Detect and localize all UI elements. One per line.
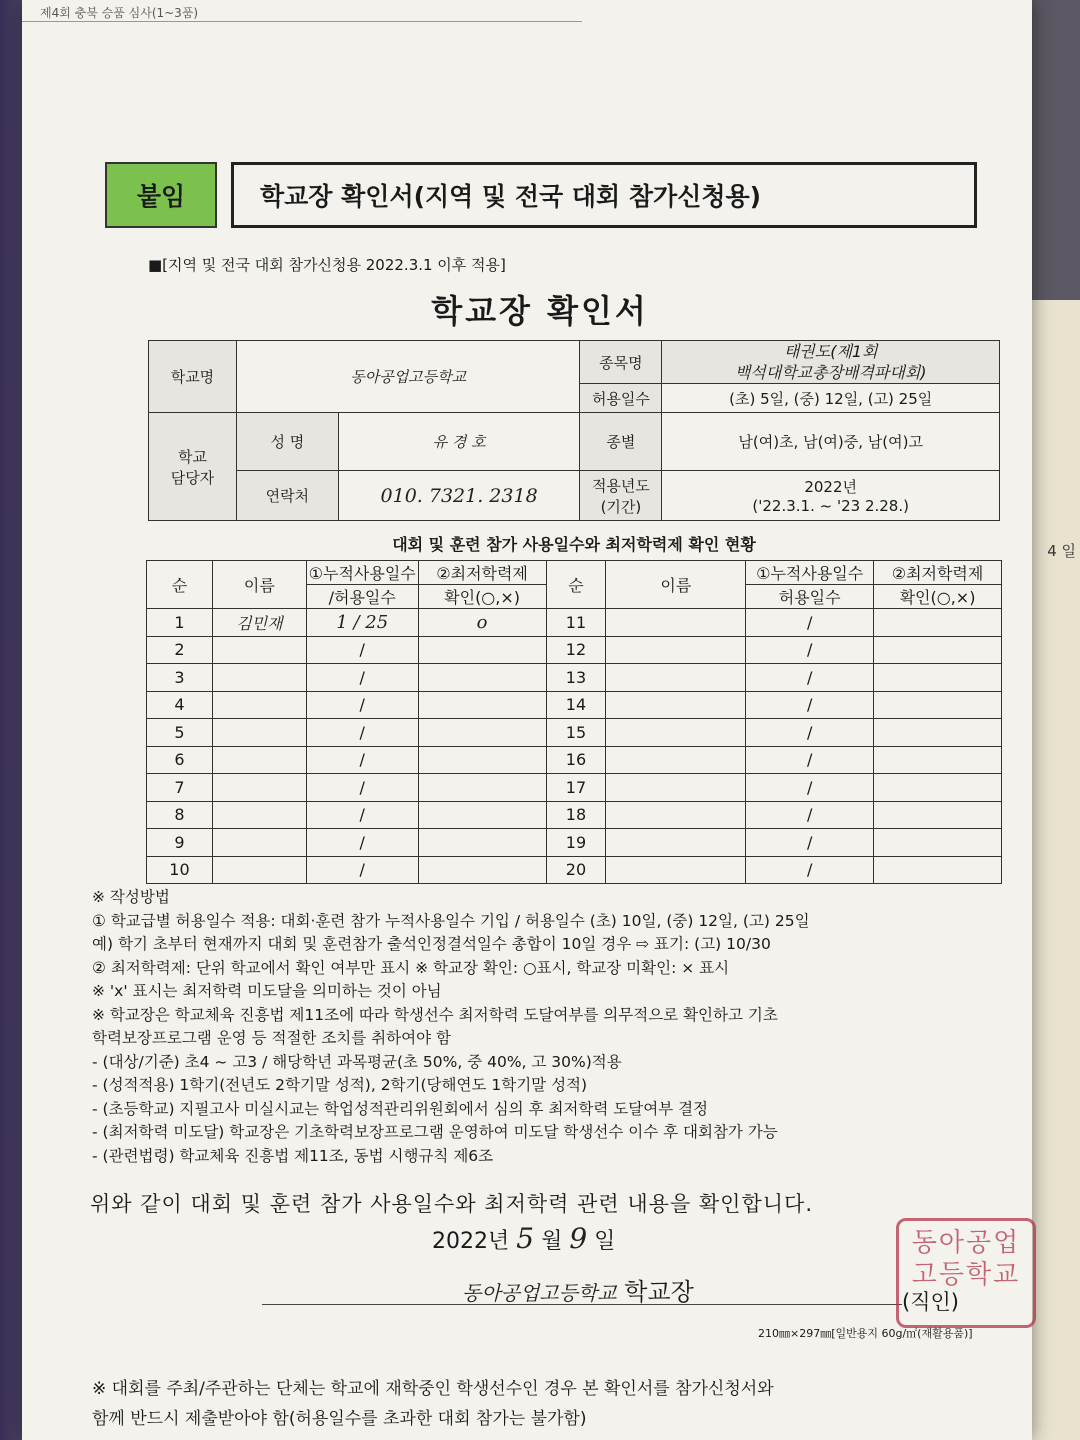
row-days: 1 / 25	[306, 609, 418, 637]
row-acad	[874, 664, 1002, 692]
date-line	[432, 1222, 615, 1255]
table-row	[147, 719, 1002, 747]
row-no: 17	[546, 774, 606, 802]
row-name	[606, 691, 746, 719]
row-acad	[418, 856, 546, 884]
row-days: /	[306, 856, 418, 884]
date-month: 5	[516, 1222, 535, 1255]
row-acad	[874, 801, 1002, 829]
row-acad	[418, 664, 546, 692]
table-header-row-1	[147, 561, 1002, 585]
row-name	[606, 746, 746, 774]
header-days-right-1: ①누적사용일수	[746, 561, 874, 585]
sport-value	[662, 341, 1000, 384]
row-acad	[874, 746, 1002, 774]
row-acad	[874, 829, 1002, 857]
type-label: 종별	[580, 413, 662, 471]
header-acad-left-2: 확인(○,×)	[418, 585, 546, 609]
row-acad	[418, 774, 546, 802]
manager-label	[149, 413, 237, 521]
name-label: 성 명	[236, 413, 338, 471]
header-name-left: 이름	[212, 561, 306, 609]
header-box	[105, 162, 977, 230]
header-acad-left-1: ②최저학력제	[418, 561, 546, 585]
section-title: 대회 및 훈련 참가 사용일수와 최저학력제 확인 현황	[392, 535, 756, 554]
sport-value-line1: 태권도(제1회	[783, 342, 878, 361]
row-no: 20	[546, 856, 606, 884]
row-name	[606, 829, 746, 857]
year-label-line1: 적용년도	[591, 476, 650, 495]
row-no: 19	[546, 829, 606, 857]
row-name	[606, 801, 746, 829]
signer-school: 동아공업고등학교	[462, 1281, 617, 1305]
year-value-line2: ('22.3.1. ~ '23 2.28.)	[752, 497, 909, 515]
note-line: 학력보장프로그램 운영 등 적절한 조치를 취하여야 함	[92, 1029, 451, 1047]
row-name	[212, 801, 306, 829]
row-no: 18	[546, 801, 606, 829]
row-no: 10	[147, 856, 213, 884]
row-no: 12	[546, 636, 606, 664]
header-acad-right-1: ②최저학력제	[874, 561, 1002, 585]
notes-section	[92, 886, 1022, 1168]
table-row	[147, 801, 1002, 829]
edge-note: 4 일	[1047, 542, 1076, 560]
row-acad	[418, 829, 546, 857]
note-line: - (초등학교) 지필고사 미실시교는 학업성적관리위원회에서 심의 후 최저학력 도달여부 결정	[92, 1099, 709, 1118]
row-acad	[418, 719, 546, 747]
row-name	[212, 691, 306, 719]
row-days: /	[746, 609, 874, 637]
row-acad	[874, 609, 1002, 637]
row-name	[606, 719, 746, 747]
signature-line	[262, 1304, 902, 1305]
header-days-left-1: ①누적사용일수	[306, 561, 418, 585]
row-no: 4	[147, 691, 213, 719]
row-acad	[874, 719, 1002, 747]
date-day-label: 일	[594, 1229, 616, 1254]
row-acad	[418, 801, 546, 829]
top-strip: 제4회 충북 승품 심사(1~3품)	[22, 0, 582, 22]
contact-value: 010. 7321. 2318	[338, 471, 580, 521]
row-days: /	[746, 746, 874, 774]
row-name	[606, 609, 746, 637]
allowed-days-label: 허용일수	[580, 384, 662, 413]
row-days: /	[746, 636, 874, 664]
footer-line: 함께 반드시 제출받아야 함(허용일수를 초과한 대회 참가는 불가함)	[92, 1409, 587, 1429]
row-days: /	[746, 719, 874, 747]
row-days: /	[746, 664, 874, 692]
row-acad	[874, 856, 1002, 884]
row-name	[212, 856, 306, 884]
row-acad: o	[418, 609, 546, 637]
row-acad	[874, 774, 1002, 802]
row-days: /	[306, 664, 418, 692]
row-no: 1	[147, 609, 213, 637]
row-name	[606, 636, 746, 664]
table-row	[147, 856, 1002, 884]
row-days: /	[306, 774, 418, 802]
row-days: /	[306, 801, 418, 829]
date-year: 2022년	[432, 1229, 510, 1254]
table-row	[147, 664, 1002, 692]
header-no-right: 순	[546, 561, 606, 609]
row-acad	[874, 691, 1002, 719]
header-acad-right-2: 확인(○,×)	[874, 585, 1002, 609]
note-line: ① 학교급별 허용일수 적용: 대회·훈련 참가 누적사용일수 기입 / 허용일수 (초) 10일, (중) 12일, (고) 25일	[92, 911, 810, 930]
note-line: - (최저학력 미도달) 학교장은 기초학력보장프로그램 운영하여 미도달 학생선수 이수 후 대회참가 가능	[92, 1123, 778, 1141]
row-no: 9	[147, 829, 213, 857]
header-days-left-2: /허용일수	[306, 585, 418, 609]
confirm-text: 위와 같이 대회 및 훈련 참가 사용일수와 최저학력 관련 내용을 확인합니다.	[90, 1192, 814, 1216]
footer-note	[92, 1374, 1012, 1434]
header-no-left: 순	[147, 561, 213, 609]
signer-title: 학교장	[624, 1278, 694, 1306]
row-days: /	[746, 801, 874, 829]
year-value	[662, 471, 1000, 521]
header-days-right-2: 허용일수	[746, 585, 874, 609]
year-value-line1: 2022년	[804, 478, 858, 496]
header-title: 학교장 확인서(지역 및 전국 대회 참가신청용)	[231, 162, 977, 228]
signer-line	[462, 1272, 694, 1307]
subtitle: ■[지역 및 전국 대회 참가신청용 2022.3.1 이후 적용]	[148, 256, 506, 274]
row-name: 김민재	[212, 609, 306, 637]
row-name	[606, 856, 746, 884]
manager-label-line2: 담당자	[170, 468, 215, 487]
row-no: 13	[546, 664, 606, 692]
row-acad	[418, 746, 546, 774]
row-days: /	[746, 856, 874, 884]
row-no: 6	[147, 746, 213, 774]
row-no: 14	[546, 691, 606, 719]
row-no: 3	[147, 664, 213, 692]
row-acad	[874, 636, 1002, 664]
row-no: 8	[147, 801, 213, 829]
seal-label: (직인)	[902, 1290, 959, 1314]
row-days: /	[746, 829, 874, 857]
allowed-days-value: (초) 5일, (중) 12일, (고) 25일	[662, 384, 1000, 413]
note-line: ※ 작성방법	[92, 888, 170, 906]
info-table	[148, 340, 1000, 521]
name-value: 유 경 호	[338, 413, 580, 471]
table-row	[147, 774, 1002, 802]
contact-label: 연락처	[236, 471, 338, 521]
sport-label: 종목명	[580, 341, 662, 384]
note-line: - (대상/기준) 초4 ~ 고3 / 해당학년 과목평균(초 50%, 중 40%, 고 30%)적용	[92, 1052, 622, 1071]
footer-line: ※ 대회를 주최/주관하는 단체는 학교에 재학중인 학생선수인 경우 본 확인서를 참가신청서와	[92, 1379, 774, 1399]
paper-spec: 210㎜×297㎜[일반용지 60g/㎡(재활용품)]	[758, 1327, 973, 1340]
school-value: 동아공업고등학교	[236, 341, 580, 413]
row-name	[606, 664, 746, 692]
row-days: /	[306, 636, 418, 664]
note-line: - (관련법령) 학교체육 진흥법 제11조, 동법 시행규칙 제6조	[92, 1146, 494, 1165]
attendance-table	[146, 560, 1002, 884]
row-no: 11	[546, 609, 606, 637]
row-name	[212, 636, 306, 664]
type-value: 남(여)초, 남(여)중, 남(여)고	[662, 413, 1000, 471]
row-name	[212, 829, 306, 857]
table-row	[147, 609, 1002, 637]
row-days: /	[306, 691, 418, 719]
note-line: - (성적적용) 1학기(전년도 2학기말 성적), 2학기(당해연도 1학기말 성적)	[92, 1076, 588, 1094]
header-name-right: 이름	[606, 561, 746, 609]
row-no: 16	[546, 746, 606, 774]
school-label: 학교명	[149, 341, 237, 413]
row-name	[212, 746, 306, 774]
note-line: ※ 'x' 표시는 최저학력 미도달을 의미하는 것이 아님	[92, 982, 442, 1000]
seal-text: 동아공업고등학교	[911, 1228, 1021, 1290]
row-name	[212, 664, 306, 692]
sport-value-line2: 백석대학교총장배격파대회)	[734, 363, 927, 382]
attach-label: 붙임	[105, 162, 217, 228]
table-row	[147, 636, 1002, 664]
row-acad	[418, 691, 546, 719]
date-day: 9	[569, 1222, 588, 1255]
note-line: 예) 학기 초부터 현재까지 대회 및 훈련참가 출석인정결석일수 총합이 10일 경우 ⇨ 표기: (고) 10/30	[92, 935, 771, 953]
row-name	[606, 774, 746, 802]
row-no: 7	[147, 774, 213, 802]
row-days: /	[306, 719, 418, 747]
row-no: 2	[147, 636, 213, 664]
row-days: /	[746, 691, 874, 719]
note-line: ② 최저학력제: 단위 학교에서 확인 여부만 표시 ※ 학교장 확인: ○표시, 학교장 미확인: × 표시	[92, 958, 730, 977]
row-no: 5	[147, 719, 213, 747]
row-name	[212, 774, 306, 802]
row-name	[212, 719, 306, 747]
year-label-line2: (기간)	[600, 497, 642, 516]
row-days: /	[306, 829, 418, 857]
date-month-label: 월	[541, 1229, 563, 1254]
row-acad	[418, 636, 546, 664]
row-days: /	[746, 774, 874, 802]
table-row	[147, 691, 1002, 719]
manager-label-line1: 학교	[177, 447, 207, 466]
table-row	[147, 746, 1002, 774]
table-row	[147, 829, 1002, 857]
note-line: ※ 학교장은 학교체육 진흥법 제11조에 따라 학생선수 최저학력 도달여부를 의무적으로 확인하고 기초	[92, 1005, 778, 1024]
document-title: 학교장 확인서	[431, 292, 649, 330]
row-no: 15	[546, 719, 606, 747]
year-label	[580, 471, 662, 521]
row-days: /	[306, 746, 418, 774]
